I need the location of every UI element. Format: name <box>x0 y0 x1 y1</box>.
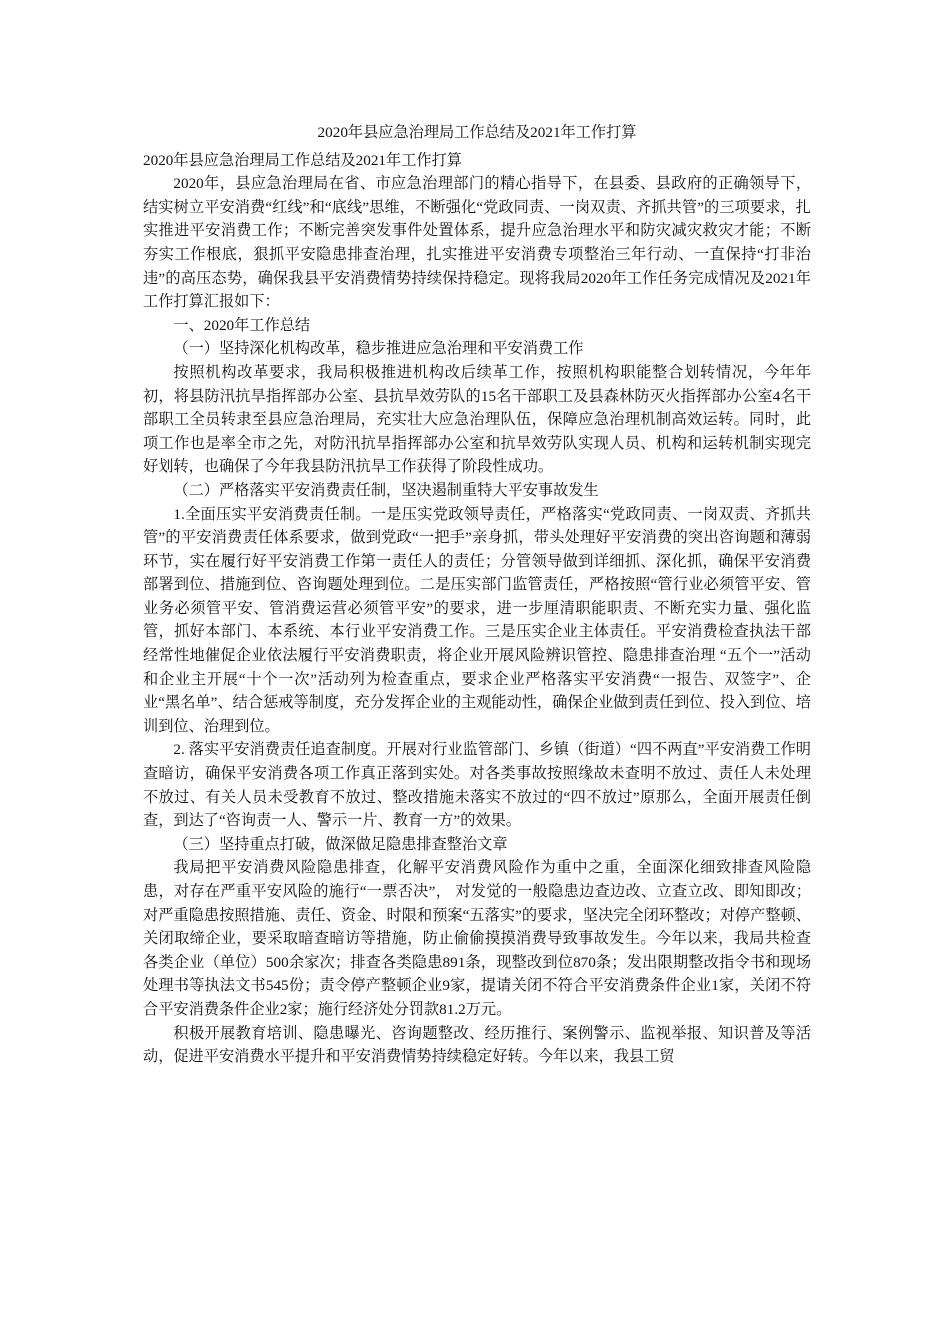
document-page <box>143 121 811 1069</box>
paragraph-1: 按照机构改革要求，我局积极推进机构改后续革工作，按照机构职能整合划转情况，今年年初，将县防汛抗旱指挥部办公室、县抗旱效劳队的15名干部职工及县森林防灭火指挥部办公室4名干部职工全员转隶至县应急治理局，充实壮大应急治理队伍，保障应急治理机制高效运转。同时，此项工作也是率全市之先，对防汛抗旱指挥部办公室和抗旱效劳队实现人员、机构和运转机制实现完好划转，也确保了今年我县防汛抗旱工作获得了阶段性成功。 <box>143 363 811 476</box>
paragraph-4: 我局把平安消费风险隐患排查，化解平安消费风险作为重中之重，全面深化细致排查风险隐患，对存在严重平安风险的施行“一票否决”， 对发觉的一般隐患边查边改、立查立改、即知即改；对严重隐患按照措施、责任、资金、时限和预案“五落实”的要求，坚决完全闭环整改；对停产整顿、关闭取缔企业，要采取暗查暗访等措施，防止偷偷摸摸消费导致事故发生。今年以来，我局共检查各类企业（单位）500余家次；排查各类隐患891条，现整改到位870条；发出限期整改指令书和现场处理书等执法文书545份；责令停产整顿企业9家，提请关闭不符合平安消费条件企业1家，关闭不符合平安消费条件企业2家；施行经济处分罚款81.2万元。 <box>143 859 811 1018</box>
subsection-heading-3: （三）坚持重点打破，做深做足隐患排查整治文章 <box>173 835 508 853</box>
section-heading-1: 一、2020年工作总结 <box>173 316 311 334</box>
subsection-heading-1: （一）坚持深化机构改革，稳步推进应急治理和平安消费工作 <box>173 340 584 358</box>
paragraph-3: 2. 落实平安消费责任追查制度。开展对行业监管部门、乡镇（街道）“四不两直”平安消费工作明查暗访，确保平安消费各项工作真正落到实处。对各类事故按照缘故未查明不放过、责任人未处理不放过、有关人员未受教育不放过、整改措施未落实不放过的“四不放过”原那么，全面开展责任倒查，到达了“咨询责一人、警示一片、教育一方”的效果。 <box>143 741 811 830</box>
subsection-heading-2: （二）严格落实平安消费责任制，坚决遏制重特大平安事故发生 <box>173 481 599 499</box>
document-title: 2020年县应急治理局工作总结及2021年工作打算 <box>317 124 637 141</box>
document-subtitle: 2020年县应急治理局工作总结及2021年工作打算 <box>143 151 462 169</box>
paragraph-2: 1.全面压实平安消费责任制。一是压实党政领导责任，严格落实“党政同责、一岗双责、齐抓共管”的平安消费责任体系要求，做到党政“一把手”亲身抓，带头处理好平安消费的突出咨询题和薄弱环节，实在履行好平安消费工作第一责任人的责任；分管领导做到详细抓、深化抓，确保平安消费部署到位、措施到位、咨询题处理到位。二是压实部门监管责任，严格按照“管行业必须管平安、管业务必须管平安、管消费运营必须管平安”的要求，进一步厘清职能职责、不断充实力量、强化监管，抓好本部门、本系统、本行业平安消费工作。三是压实企业主体责任。平安消费检查执法干部经常性地催促企业依法履行平安消费职责，将企业开展风险辨识管控、隐患排查治理 “五个一”活动和企业主开展“十个一次”活动列为检查重点，要求企业严格落实平安消费“一报告、双签字”、企业“黑名单”、结合惩戒等制度，充分发挥企业的主观能动性，确保企业做到责任到位、投入到位、培训到位、治理到位。 <box>143 505 811 735</box>
intro-paragraph: 2020年，县应急治理局在省、市应急治理部门的精心指导下，在县委、县政府的正确领导下，结实树立平安消费“红线”和“底线”思维，不断强化“党政同责、一岗双责、齐抓共管”的三项要求，扎实推进平安消费工作；不断完善突发事件处置体系，提升应急治理水平和防灾减灾救灾才能；不断夯实工作根底，狠抓平安隐患排查治理，扎实推进平安消费专项整治三年行动、一直保持“打非治违”的高压态势，确保我县平安消费情势持续保持稳定。现将我局2020年工作任务完成情况及2021年工作打算汇报如下： <box>143 175 811 311</box>
paragraph-5: 积极开展教育培训、隐患曝光、咨询题整改、经历推行、案例警示、监视举报、知识普及等活动，促进平安消费水平提升和平安消费情势持续稳定好转。今年以来，我县工贸 <box>143 1024 811 1066</box>
